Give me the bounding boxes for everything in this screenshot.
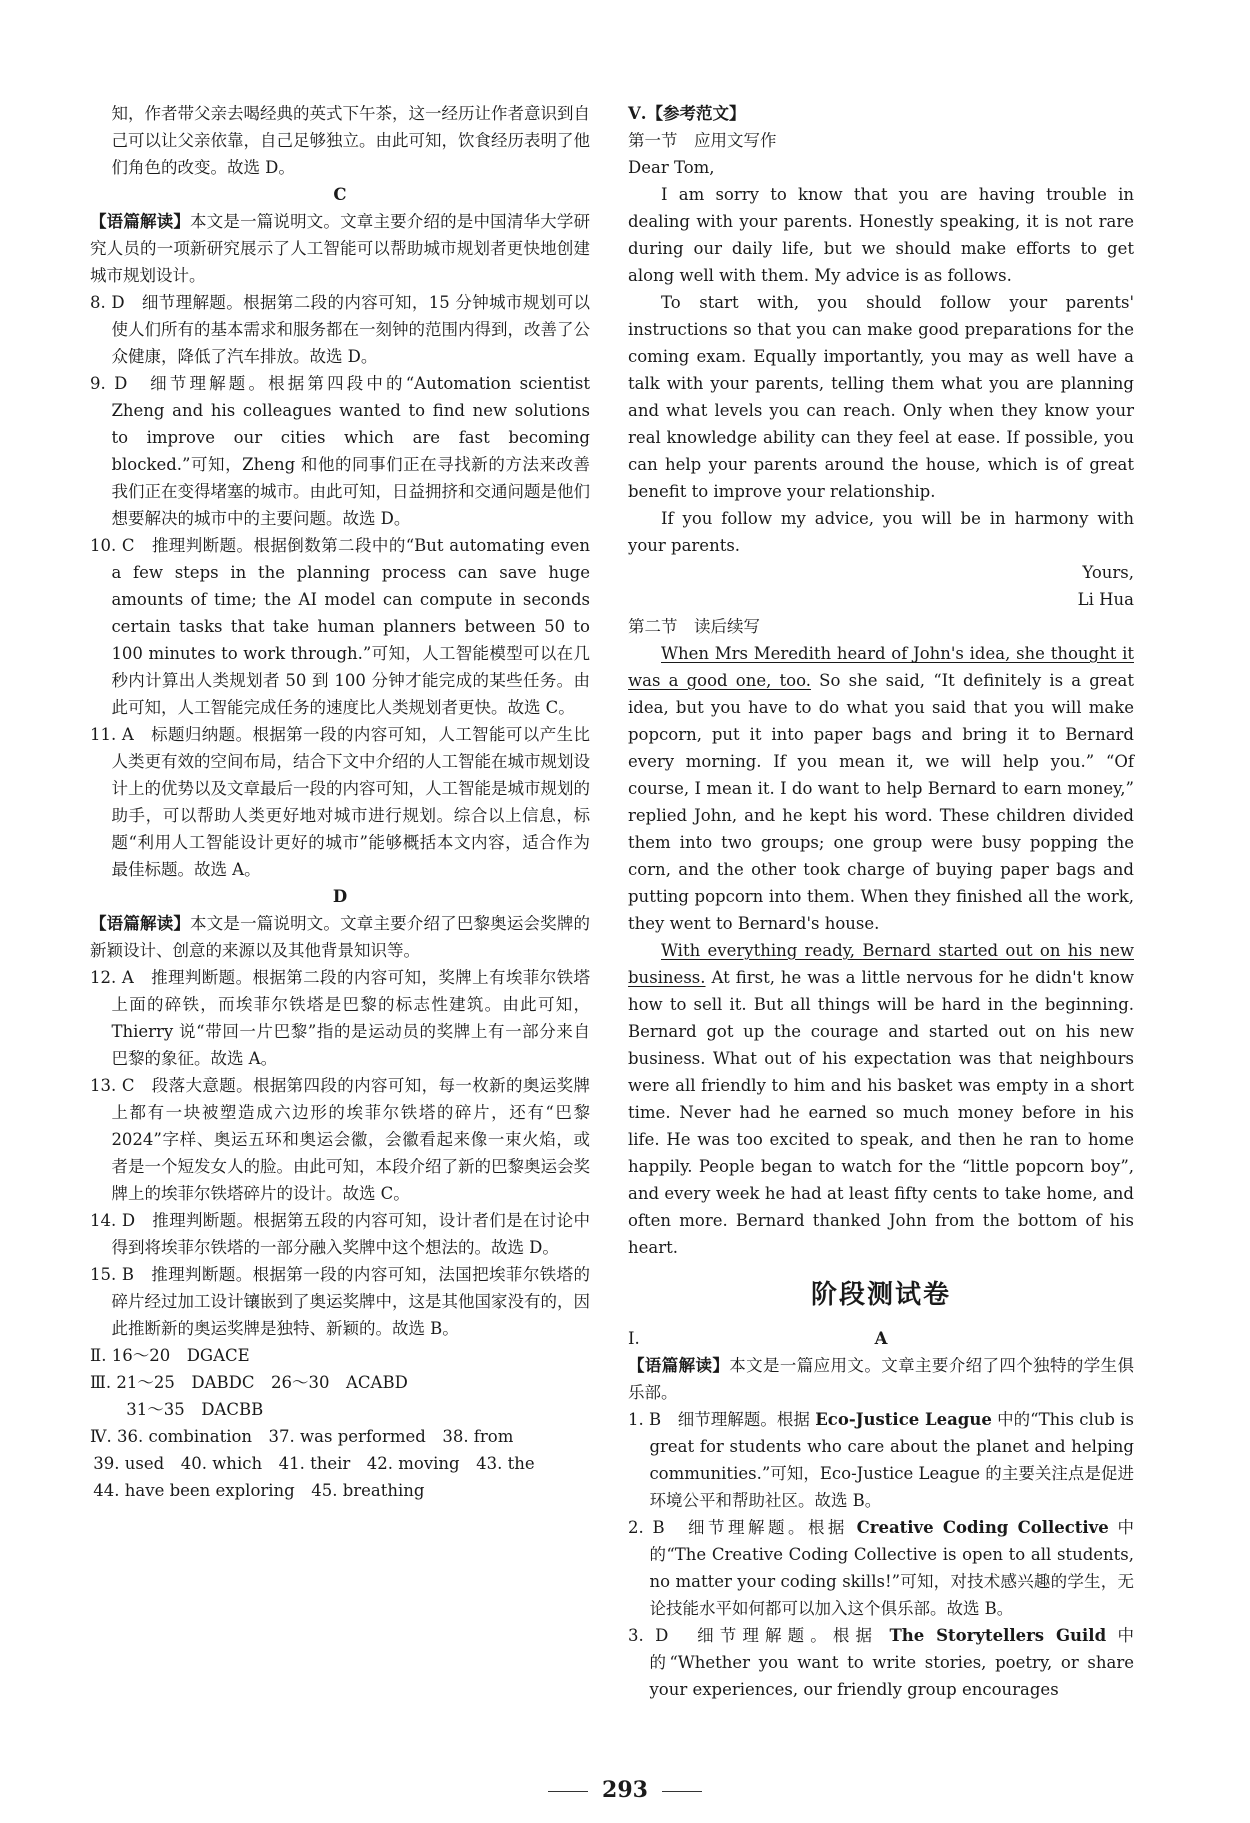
part-1-label: Ⅰ. — [628, 1329, 640, 1348]
test-title: 阶段测试卷 — [810, 1280, 951, 1310]
answer-3-lead: 3. D 细节理解题。根据 — [628, 1626, 890, 1645]
story-paragraph-1 — [628, 640, 1134, 937]
answer-14: 14. D 推理判断题。根据第五段的内容可知，设计者们是在讨论中得到将埃菲尔铁塔的一部分融入奖牌中这个想法的。故选 D。 — [90, 1211, 590, 1257]
club-name: Eco-Justice League — [815, 1410, 992, 1429]
story-text-1: So she said, “It definitely is a great idea, but you have to do what you said that you will make popcorn, put it into paper bags and bring it to Bernard every morning. If you mean it, we will help you.” “Of course, I mean it. I do want to help Bernard to earn money,” replied John, and he kept his word. These children divided them into two groups; one group were busy popping the corn, and the other took charge of buying paper bags and putting popcorn into them. When they finished all the work, they went to Bernard's house. — [628, 671, 1134, 933]
answer-2-text: 中的“The Creative Coding Collective is open to all students, no matter your coding skills!”可知，对技术感兴趣的学生，无论技能水平如何都可以加入这个俱乐部。故选 B。 — [649, 1518, 1135, 1618]
letter-signature: Li Hua — [1077, 590, 1134, 609]
answer-3-text: 中的“Whether you want to write stories, poetry, or share your experiences, our friendly group encourages — [649, 1626, 1134, 1699]
letter-paragraph-3: If you follow my advice, you will be in harmony with your parents. — [628, 509, 1134, 555]
part-5-label: Ⅴ.【参考范文】 — [628, 104, 746, 123]
intro-label: 【语篇解读】 — [90, 914, 191, 933]
answer-1 — [628, 1406, 1134, 1514]
letter-paragraph-2: To start with, you should follow your parents' instructions so that you can make good preparations for the coming exam. Equally importantly, you may as well have a talk with your parents, telling them what you are planning and what levels you can reach. Only when they know your real knowledge ability can they feel at ease. If possible, you can help your parents around the house, which is of great benefit to improve your relationship. — [628, 293, 1134, 501]
answer-8: 8. D 细节理解题。根据第二段的内容可知，15 分钟城市规划可以使人们所有的基本需求和服务都在一刻钟的范围内得到，改善了公众健康，降低了汽车排放。故选 D。 — [90, 293, 590, 366]
section-d-intro — [90, 910, 590, 964]
club-name: Creative Coding Collective — [856, 1518, 1109, 1537]
intro-text: 本文是一篇说明文。文章主要介绍的是中国清华大学研究人员的一项新研究展示了人工智能可以帮助城市规划者更快地创建城市规划设计。 — [90, 212, 591, 285]
answer-13: 13. C 段落大意题。根据第四段的内容可知，每一枚新的奥运奖牌上都有一块被塑造成六边形的埃菲尔铁塔的碎片，还有“巴黎 2024”字样、奥运五环和奥运会徽，会徽看起来像一束火焰，或者是一个短发女人的脸。由此可知，本段介绍了新的巴黎奥运会奖牌上的埃菲尔铁塔碎片的设计。故选 C。 — [90, 1076, 590, 1203]
letter-paragraph-1: I am sorry to know that you are having trouble in dealing with your parents. Honestly speaking, it is not rare during our daily life, but we should make efforts to get along well with them. My advice is as follows. — [628, 185, 1134, 285]
answer-1-lead: 1. B 细节理解题。根据 — [628, 1410, 816, 1429]
page-number-dash-left — [548, 1791, 588, 1792]
part-4-answers-a: Ⅳ. 36. combination 37. was performed 38. from — [90, 1427, 514, 1446]
page-number-dash-right — [662, 1791, 702, 1792]
part-3-answers-a: Ⅲ. 21～25 DABDC 26～30 ACABD — [90, 1373, 408, 1392]
section-d-heading: D — [332, 887, 348, 906]
section-a-heading: A — [874, 1329, 888, 1348]
letter-closing: Yours, — [1082, 563, 1134, 582]
answer-1-text: 中的“This club is great for students who care about the planet and helping communities.”可知，Eco-Justice League 的主要关注点是促进环境公平和帮助社区。故选 B。 — [649, 1410, 1134, 1510]
answer-2 — [628, 1514, 1134, 1622]
story-opening-sentence-2: With everything ready, Bernard started out on his new business. — [628, 941, 1134, 987]
section-c-intro — [90, 208, 590, 289]
section-1-title: 第一节 应用文写作 — [628, 131, 777, 150]
intro-label: 【语篇解读】 — [628, 1356, 730, 1375]
page-number-value: 293 — [602, 1777, 648, 1803]
passage-b-end: 知，作者带父亲去喝经典的英式下午茶，这一经历让作者意识到自己可以让父亲依靠，自己足够独立。由此可知，饮食经历表明了他们角色的改变。故选 D。 — [111, 104, 590, 177]
left-column — [90, 100, 590, 1504]
answer-15: 15. B 推理判断题。根据第一段的内容可知，法国把埃菲尔铁塔的碎片经过加工设计镶嵌到了奥运奖牌中，这是其他国家没有的，因此推断新的奥运奖牌是独特、新颖的。故选 B。 — [90, 1265, 590, 1338]
intro-label: 【语篇解读】 — [90, 212, 191, 231]
part-2-answers: Ⅱ. 16～20 DGACE — [90, 1346, 250, 1365]
club-name: The Storytellers Guild — [889, 1626, 1107, 1645]
intro-text: 本文是一篇说明文。文章主要介绍了巴黎奥运会奖牌的新颖设计、创意的来源以及其他背景知识等。 — [90, 914, 591, 960]
page-number — [0, 1777, 1250, 1803]
answer-11: 11. A 标题归纳题。根据第一段的内容可知，人工智能可以产生比人类更有效的空间布局，结合下文中介绍的人工智能在城市规划设计上的优势以及文章最后一段的内容可知，人工智能是城市规划的助手，可以帮助人类更好地对城市进行规划。综合以上信息，标题“利用人工智能设计更好的城市”能够概括本文内容，适合作为最佳标题。故选 A。 — [90, 725, 590, 879]
part-1-heading — [628, 1325, 1134, 1352]
story-paragraph-2 — [628, 937, 1134, 1261]
part-3-answers-b: 31～35 DACBB — [126, 1400, 264, 1419]
part-4-answers-c: 44. have been exploring 45. breathing — [93, 1481, 425, 1500]
intro-text: 本文是一篇应用文。文章主要介绍了四个独特的学生俱乐部。 — [628, 1356, 1135, 1402]
story-text-2: At first, he was a little nervous for he didn't know how to sell it. But all things will be hard in the beginning. Bernard got up the courage and started out on his new business. What out of his expectation was that neighbours were all friendly to him and his basket was empty in a short time. Never had he earned so much money before in his life. He was too excited to speak, and then he ran to home happily. People began to watch for the “little popcorn boy”, and every week he had at least fifty cents to take home, and often more. Bernard thanked John from the bottom of his heart. — [628, 968, 1134, 1257]
answer-2-lead: 2. B 细节理解题。根据 — [628, 1518, 857, 1537]
story-opening-sentence-1: When Mrs Meredith heard of John's idea, she thought it was a good one, too. — [628, 644, 1134, 690]
section-c-heading: C — [333, 185, 347, 204]
answer-9: 9. D 细节理解题。根据第四段中的“Automation scientist Zheng and his colleagues wanted to find new solutions to improve our cities which are fast becoming blocked.”可知，Zheng 和他的同事们正在寻找新的方法来改善我们正在变得堵塞的城市。由此可知，日益拥挤和交通问题是他们想要解决的城市中的主要问题。故选 D。 — [90, 374, 590, 528]
answer-10: 10. C 推理判断题。根据倒数第二段中的“But automating even a few steps in the planning process can save huge amounts of time; the AI model can compute in seconds certain tasks that take human planners between 50 to 100 minutes to work through.”可知，人工智能模型可以在几秒内计算出人类规划者 50 到 100 分钟才能完成的某些任务。由此可知，人工智能完成任务的速度比人类规划者更快。故选 C。 — [90, 536, 590, 717]
section-2-title: 第二节 读后续写 — [628, 617, 760, 636]
section-a-intro — [628, 1352, 1134, 1406]
answer-12: 12. A 推理判断题。根据第二段的内容可知，奖牌上有埃菲尔铁塔上面的碎铁，而埃菲尔铁塔是巴黎的标志性建筑。由此可知，Thierry 说“带回一片巴黎”指的是运动员的奖牌上有一部分来自巴黎的象征。故选 A。 — [90, 968, 590, 1068]
letter-greeting: Dear Tom, — [628, 158, 715, 177]
right-column — [628, 100, 1134, 1703]
part-4-answers-b: 39. used 40. which 41. their 42. moving 43. the — [93, 1454, 535, 1473]
answer-3 — [628, 1622, 1134, 1703]
